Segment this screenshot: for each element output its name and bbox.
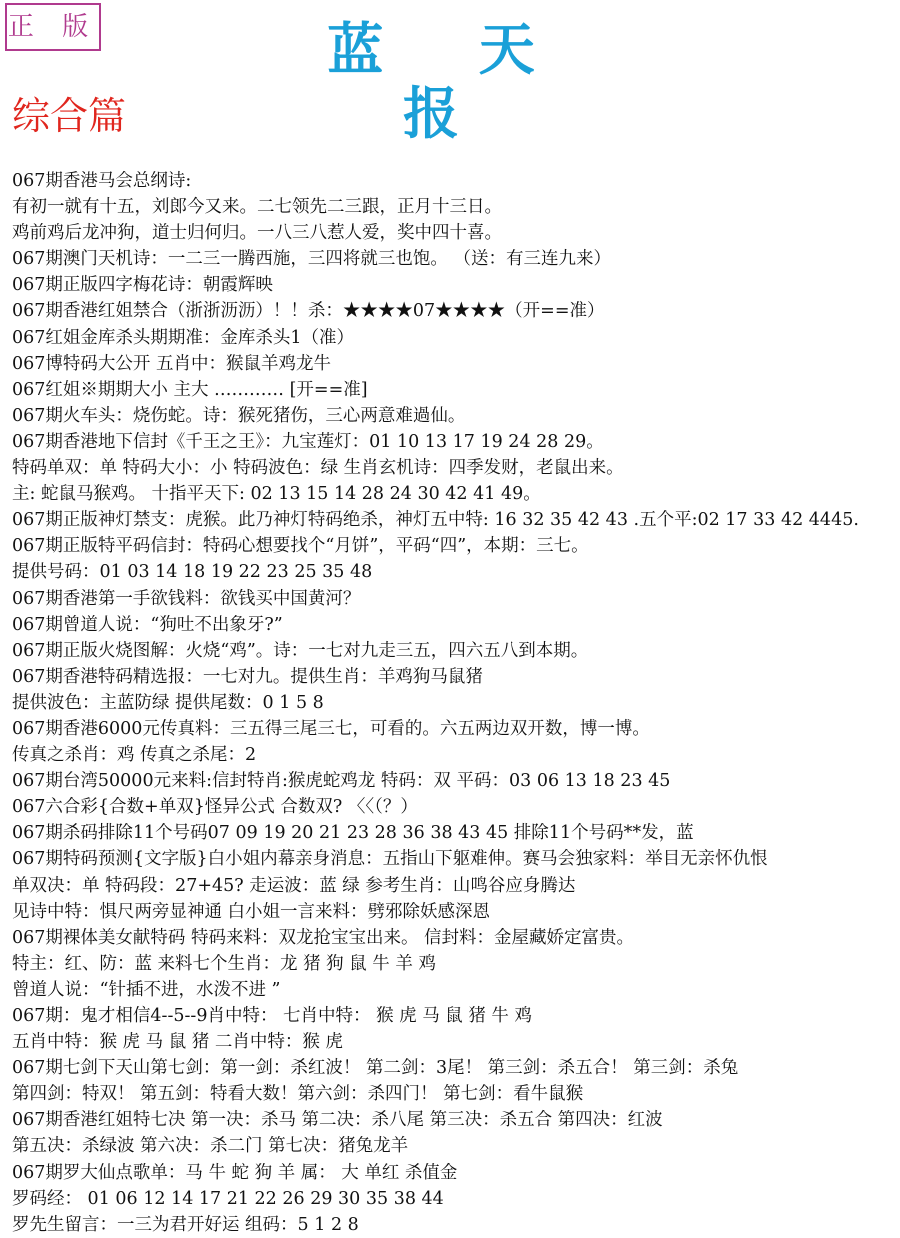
text-line: 第四剑：特双！ 第五剑：特看大数！第六剑：杀四门！ 第七剑：看牛鼠猴 (12, 1084, 584, 1105)
text-line: 067期香港地下信封《千王之王》：九宝莲灯：01 10 13 17 19 24 28 29。 (12, 431, 604, 452)
text-line: 067期罗大仙点歌单：马 牛 蛇 狗 羊 属： 大 单红 杀值金 (12, 1162, 458, 1183)
text-line: 067期正版神灯禁支：虎猴。此乃神灯特码绝杀，神灯五中特: 16 32 35 42 43 .五个平:02 17 33 42 4445. (12, 510, 859, 531)
text-line: 067期正版四字梅花诗：朝霞辉映 (12, 275, 273, 296)
text-line: 067期台湾50000元来料:信封特肖:猴虎蛇鸡龙 特码：双 平码：03 06 13 18 23 45 (12, 771, 671, 792)
text-line: 曾道人说：“针插不进，水泼不进 ” (12, 979, 281, 1000)
text-line: 067红姐※期期大小 主大 ………… [开==准] (12, 379, 368, 400)
text-line: 传真之杀肖：鸡 传真之杀尾：2 (12, 745, 257, 766)
text-line: 单双决：单 特码段：27+45? 走运波：蓝 绿 参考生肖：山鸣谷应身腾达 (12, 875, 576, 896)
text-line: 第五决：杀绿波 第六决：杀二门 第七决：猪兔龙羊 (12, 1136, 409, 1157)
text-line: 067期火车头：烧伤蛇。诗：猴死猪伤，三心两意难過仙。 (12, 405, 466, 426)
text-line: 罗先生留言：一三为君开好运 组码：5 1 2 8 (12, 1214, 359, 1235)
text-line: 067期七剑下天山第七剑：第一剑：杀红波！ 第二剑：3尾！ 第三剑：杀五合！ 第三剑：杀兔 (12, 1058, 739, 1079)
text-line: 特码单双：单 特码大小：小 特码波色：绿 生肖玄机诗：四季发财，老鼠出来。 (12, 458, 624, 479)
text-line: 鸡前鸡后龙冲狗，道士归何归。一八三八惹人爱，奖中四十喜。 (12, 223, 502, 244)
text-line: 067六合彩{合数+单双}怪异公式 合数双? 〈〈（？） (12, 797, 418, 818)
text-line: 067期：鬼才相信4--5--9肖中特： 七肖中特： 猴 虎 马 鼠 猪 牛 鸡 (12, 1006, 532, 1026)
text-line: 067期特码预测{文字版}白小姐内幕亲身消息：五指山下躯难伸。赛马会独家料：举目无亲怀仇恨 (12, 849, 768, 870)
text-line: 067期正版火烧图解：火烧“鸡”。诗：一七对九走三五，四六五八到本期。 (12, 640, 589, 661)
text-line: 067期香港特码精选报：一七对九。提供生肖：羊鸡狗马鼠猪 (12, 666, 483, 687)
text-line: 提供波色：主蓝防绿 提供尾数：0 1 5 8 (12, 692, 324, 713)
text-line: 特主：红、防：蓝 来料七个生肖：龙 猪 狗 鼠 牛 羊 鸡 (12, 953, 436, 974)
text-line: 067期香港红姐特七决 第一决：杀马 第二决：杀八尾 第三决：杀五合 第四决：红波 (12, 1110, 663, 1131)
text-line: 067期曾道人说：“狗吐不出象牙?” (12, 614, 283, 635)
text-line: 罗码经： 01 06 12 14 17 21 22 26 29 30 35 38 44 (12, 1188, 444, 1209)
section-heading: 综合篇 (12, 94, 127, 138)
text-line: 提供号码：01 03 14 18 19 22 23 25 35 48 (12, 562, 373, 583)
article-body (12, 168, 898, 1238)
text-line: 067期香港6000元传真料：三五得三尾三七，可看的。六五两边双开数，博一博。 (12, 718, 650, 739)
text-line: 067期香港红姐禁合（浙浙沥沥）！！杀：★★★★07★★★★（开==准） (12, 301, 605, 322)
text-line: 067红姐金库杀头期期准：金库杀头1（准） (12, 327, 355, 348)
text-line: 见诗中特：惧尺两旁显神通 白小姐一言来料：劈邪除妖感深恩 (12, 901, 491, 922)
text-line: 067期裸体美女献特码 特码来料：双龙抢宝宝出来。 信封料：金屋藏娇定富贵。 (12, 927, 635, 948)
text-line: 067期澳门天机诗：一二三一腾西施，三四将就三也饱。 （送：有三连九来） (12, 249, 611, 270)
text-line: 有初一就有十五，刘郎今又来。二七领先二三跟，正月十三日。 (12, 197, 502, 218)
newspaper-title: 蓝 天 报 (327, 17, 573, 147)
text-line: 五肖中特：猴 虎 马 鼠 猪 二肖中特：猴 虎 (12, 1032, 343, 1053)
genuine-edition-badge: 正 版 (5, 3, 101, 51)
text-line: 067期香港第一手欲钱料：欲钱买中国黄河？ (12, 588, 361, 609)
text-line: 067期香港马会总纲诗: (12, 171, 192, 191)
text-line: 主: 蛇鼠马猴鸡。 十指平天下: 02 13 15 14 28 24 30 42 41 49。 (12, 484, 541, 505)
text-line: 067期正版特平码信封：特码心想要找个“月饼”，平码“四”，本期：三七。 (12, 536, 589, 557)
text-line: 067博特码大公开 五肖中：猴鼠羊鸡龙牛 (12, 353, 331, 374)
text-line: 067期杀码排除11个号码07 09 19 20 21 23 28 36 38 43 45 排除11个号码**发，蓝 (12, 823, 694, 844)
